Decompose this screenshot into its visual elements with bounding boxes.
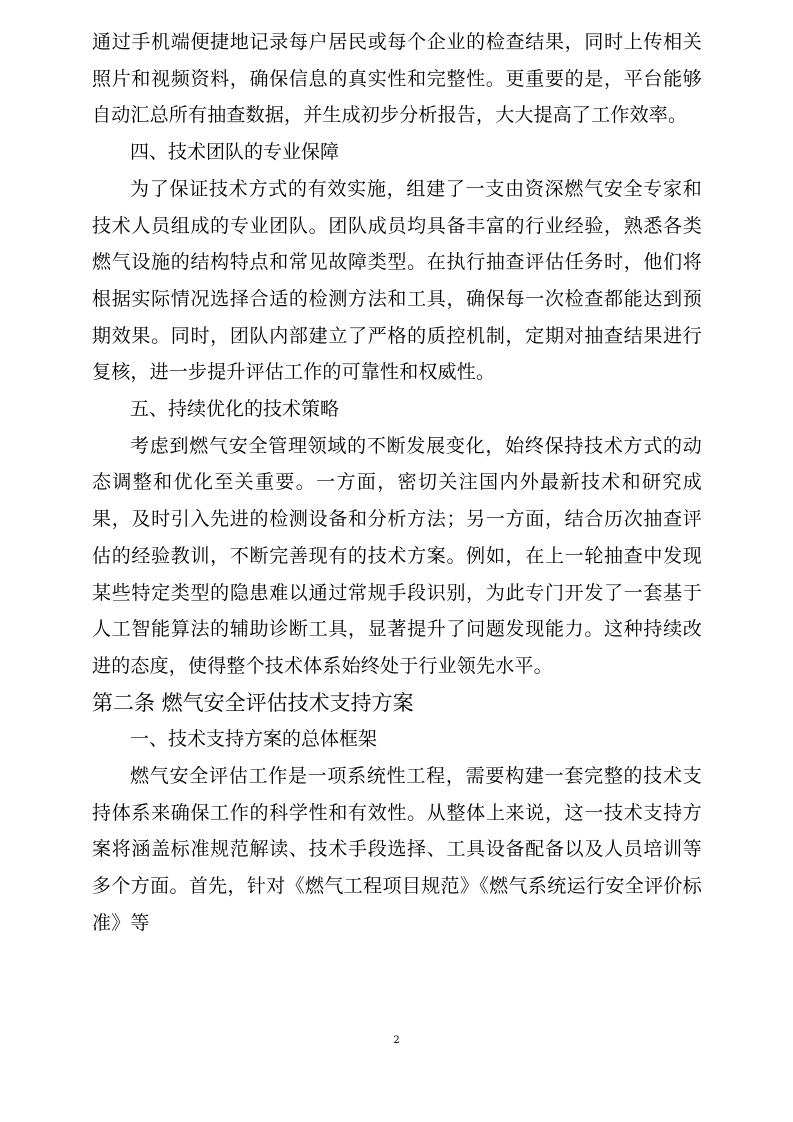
section-heading-article-two: 第二条 燃气安全评估技术支持方案 bbox=[92, 690, 414, 715]
document-body bbox=[92, 24, 702, 942]
paragraph-overall-framework: 燃气安全评估工作是一项系统性工程，需要构建一套完整的技术支持体系来确保工作的科学性和有效性。从整体上来说，这一技术支持方案将涵盖标准规范解读、技术手段选择、工具设备配备以及人员培训等多个方面。首先，针对《燃气工程项目规范》《燃气系统运行安全评价标准》等 bbox=[92, 765, 702, 934]
paragraph-continuous-optimization: 考虑到燃气安全管理领域的不断发展变化，始终保持技术方式的动态调整和优化至关重要。一方面，密切关注国内外最新技术和研究成果，及时引入先进的检测设备和分析方法；另一方面，结合历次抽查评估的经验教训，不断完善现有的技术方案。例如，在上一轮抽查中发现某些特定类型的隐患难以通过常规手段识别，为此专门开发了一套基于人工智能算法的辅助诊断工具，显著提升了问题发现能力。这种持续改进的态度，使得整个技术体系始终处于行业领先水平。 bbox=[92, 434, 702, 677]
subheading-technical-team: 四、技术团队的专业保障 bbox=[130, 141, 340, 164]
paragraph-technical-team: 为了保证技术方式的有效实施，组建了一支由资深燃气安全专家和技术人员组成的专业团队。团队成员均具备丰富的行业经验，熟悉各类燃气设施的结构特点和常见故障类型。在执行抽查评估任务时，他们将根据实际情况选择合适的检测方法和工具，确保每一次检查都能达到预期效果。同时，团队内部建立了严格的质控机制，定期对抽查结果进行复核，进一步提升评估工作的可靠性和权威性。 bbox=[92, 177, 702, 384]
subheading-overall-framework: 一、技术支持方案的总体框架 bbox=[130, 728, 378, 751]
page-number: 2 bbox=[393, 1035, 400, 1046]
paragraph-continuation: 通过手机端便捷地记录每户居民或每个企业的检查结果，同时上传相关照片和视频资料，确保信息的真实性和完整性。更重要的是，平台能够自动汇总所有抽查数据，并生成初步分析报告，大大提高了工作效率。 bbox=[92, 31, 702, 127]
subheading-continuous-optimization: 五、持续优化的技术策略 bbox=[130, 398, 340, 421]
